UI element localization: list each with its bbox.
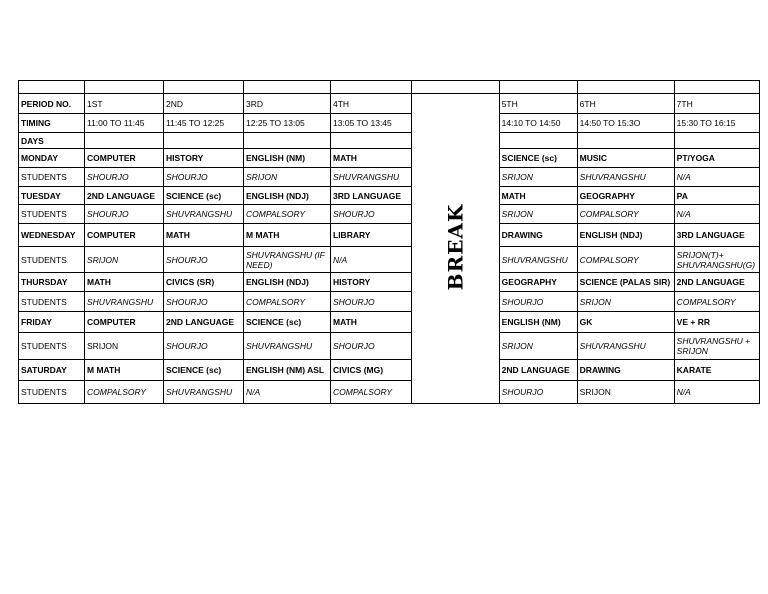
table-cell: 3RD LANGUAGE — [331, 187, 412, 205]
table-cell: COMPALSORY — [85, 381, 164, 404]
table-cell: MATH — [85, 273, 164, 292]
row-label-cell: TUESDAY — [19, 187, 85, 205]
table-cell: SHOURJO — [85, 168, 164, 187]
table-cell — [164, 81, 244, 94]
table-cell: ENGLISH (NDJ) — [244, 273, 331, 292]
table-cell — [164, 133, 244, 149]
table-cell: SHOURJO — [85, 205, 164, 224]
table-row — [19, 273, 760, 292]
table-cell: SHOURJO — [499, 381, 577, 404]
table-cell — [499, 133, 577, 149]
table-cell: SHOURJO — [164, 247, 244, 273]
table-row — [19, 381, 760, 404]
table-cell: MATH — [331, 149, 412, 168]
break-column — [412, 94, 500, 404]
table-cell: LIBRARY — [331, 224, 412, 247]
table-cell: COMPALSORY — [244, 205, 331, 224]
table-cell: COMPALSORY — [674, 292, 759, 312]
table-cell: SRIJON — [85, 333, 164, 360]
table-cell: SHUVRANGSHU — [164, 205, 244, 224]
table-cell: SHUVRANGSHU + SRIJON — [674, 333, 759, 360]
table-cell: DRAWING — [577, 360, 674, 381]
table-cell: 2ND LANGUAGE — [674, 273, 759, 292]
table-row — [19, 205, 760, 224]
table-cell: M MATH — [244, 224, 331, 247]
table-cell: SHOURJO — [331, 292, 412, 312]
table-cell: 2ND LANGUAGE — [499, 360, 577, 381]
table-cell: SRIJON — [85, 247, 164, 273]
table-cell: GK — [577, 312, 674, 333]
table-cell: SHUVRANGSHU — [244, 333, 331, 360]
table-cell: SHUVRANGSHU — [499, 247, 577, 273]
table-cell: SCIENCE (sc) — [164, 360, 244, 381]
table-cell: 2ND — [164, 94, 244, 114]
row-label-cell: THURSDAY — [19, 273, 85, 292]
table-cell: SHOURJO — [499, 292, 577, 312]
table-row — [19, 149, 760, 168]
table-cell: 6TH — [577, 94, 674, 114]
table-cell: GEOGRAPHY — [577, 187, 674, 205]
table-cell: 14:50 TO 15:3O — [577, 114, 674, 133]
table-row — [19, 224, 760, 247]
table-cell: SRIJON — [499, 333, 577, 360]
table-cell: SHOURJO — [164, 168, 244, 187]
row-label-cell: PERIOD NO. — [19, 94, 85, 114]
table-cell: 1ST — [85, 94, 164, 114]
table-cell: 4TH — [331, 94, 412, 114]
table-cell: N/A — [331, 247, 412, 273]
timetable-body — [19, 81, 760, 404]
table-row — [19, 168, 760, 187]
table-cell: 14:10 TO 14:50 — [499, 114, 577, 133]
row-label-cell: MONDAY — [19, 149, 85, 168]
table-cell: N/A — [674, 205, 759, 224]
table-cell: SRIJON — [499, 205, 577, 224]
table-cell: SCIENCE (sc) — [244, 312, 331, 333]
table-row — [19, 312, 760, 333]
timetable — [18, 80, 760, 404]
table-cell: SHOURJO — [164, 292, 244, 312]
table-cell: CIVICS (SR) — [164, 273, 244, 292]
table-cell: SHUVRANGSHU — [85, 292, 164, 312]
table-cell — [577, 81, 674, 94]
table-cell — [85, 81, 164, 94]
row-label-cell: TIMING — [19, 114, 85, 133]
table-cell: SHOURJO — [331, 205, 412, 224]
table-cell: HISTORY — [164, 149, 244, 168]
table-cell: COMPUTER — [85, 312, 164, 333]
row-label-cell: DAYS — [19, 133, 85, 149]
table-cell: N/A — [674, 381, 759, 404]
table-cell: COMPUTER — [85, 149, 164, 168]
table-row — [19, 292, 760, 312]
table-row — [19, 333, 760, 360]
table-cell: SRIJON — [577, 292, 674, 312]
table-cell: 5TH — [499, 94, 577, 114]
table-cell: MATH — [499, 187, 577, 205]
table-cell: COMPALSORY — [331, 381, 412, 404]
table-cell: 3RD — [244, 94, 331, 114]
table-row — [19, 114, 760, 133]
table-cell: GEOGRAPHY — [499, 273, 577, 292]
table-cell: 2ND LANGUAGE — [164, 312, 244, 333]
row-label-cell — [19, 81, 85, 94]
table-cell: 15:30 TO 16:15 — [674, 114, 759, 133]
break-header-cell — [412, 81, 500, 94]
row-label-cell: SATURDAY — [19, 360, 85, 381]
table-cell: ENGLISH (NDJ) — [577, 224, 674, 247]
row-label-cell: FRIDAY — [19, 312, 85, 333]
break-label: BREAK — [443, 203, 468, 290]
table-cell: COMPALSORY — [244, 292, 331, 312]
table-cell: 11:00 TO 11:45 — [85, 114, 164, 133]
table-cell: PA — [674, 187, 759, 205]
table-row — [19, 94, 760, 114]
table-cell: COMPUTER — [85, 224, 164, 247]
table-cell: SRIJON — [244, 168, 331, 187]
table-cell: SHOURJO — [164, 333, 244, 360]
table-cell: SRIJON — [499, 168, 577, 187]
table-cell — [331, 133, 412, 149]
table-row — [19, 247, 760, 273]
table-cell: ENGLISH (NM) ASL — [244, 360, 331, 381]
table-cell: CIVICS (MG) — [331, 360, 412, 381]
table-cell: MATH — [164, 224, 244, 247]
row-label-cell: STUDENTS — [19, 333, 85, 360]
table-cell: SRIJON — [577, 381, 674, 404]
table-cell — [674, 81, 759, 94]
table-cell — [577, 133, 674, 149]
table-cell: SCIENCE (sc) — [499, 149, 577, 168]
table-cell: 13:05 TO 13:45 — [331, 114, 412, 133]
table-cell: SHUVRANGSHU — [577, 333, 674, 360]
table-cell: PT/YOGA — [674, 149, 759, 168]
table-cell: SCIENCE (sc) — [164, 187, 244, 205]
row-label-cell: STUDENTS — [19, 292, 85, 312]
table-row — [19, 133, 760, 149]
row-label-cell: STUDENTS — [19, 381, 85, 404]
row-label-cell: STUDENTS — [19, 205, 85, 224]
table-row — [19, 187, 760, 205]
table-cell — [674, 133, 759, 149]
table-cell: 11:45 TO 12:25 — [164, 114, 244, 133]
table-cell: DRAWING — [499, 224, 577, 247]
table-cell — [85, 133, 164, 149]
table-cell: SHOURJO — [331, 333, 412, 360]
table-cell: SRIJON(T)+ SHUVRANGSHU(G) — [674, 247, 759, 273]
table-cell: VE + RR — [674, 312, 759, 333]
table-row — [19, 360, 760, 381]
table-row — [19, 81, 760, 94]
table-cell: COMPALSORY — [577, 205, 674, 224]
table-cell: SHUVRANGSHU — [164, 381, 244, 404]
table-cell: MATH — [331, 312, 412, 333]
row-label-cell: STUDENTS — [19, 168, 85, 187]
table-cell: ENGLISH (NM) — [499, 312, 577, 333]
table-cell: SHUVRANGSHU (IF NEED) — [244, 247, 331, 273]
table-cell: MUSIC — [577, 149, 674, 168]
table-cell — [331, 81, 412, 94]
table-cell: 2ND LANGUAGE — [85, 187, 164, 205]
table-cell: M MATH — [85, 360, 164, 381]
table-cell: 3RD LANGUAGE — [674, 224, 759, 247]
table-cell: HISTORY — [331, 273, 412, 292]
table-cell: N/A — [244, 381, 331, 404]
row-label-cell: STUDENTS — [19, 247, 85, 273]
table-cell: SHUVRANGSHU — [331, 168, 412, 187]
row-label-cell: WEDNESDAY — [19, 224, 85, 247]
table-cell — [244, 81, 331, 94]
table-cell: COMPALSORY — [577, 247, 674, 273]
table-cell: SHUVRANGSHU — [577, 168, 674, 187]
table-cell — [244, 133, 331, 149]
table-cell — [499, 81, 577, 94]
table-cell: N/A — [674, 168, 759, 187]
table-cell: 12:25 TO 13:05 — [244, 114, 331, 133]
table-cell: SCIENCE (PALAS SIR) — [577, 273, 674, 292]
table-cell: ENGLISH (NDJ) — [244, 187, 331, 205]
table-cell: 7TH — [674, 94, 759, 114]
table-cell: ENGLISH (NM) — [244, 149, 331, 168]
table-cell: KARATE — [674, 360, 759, 381]
